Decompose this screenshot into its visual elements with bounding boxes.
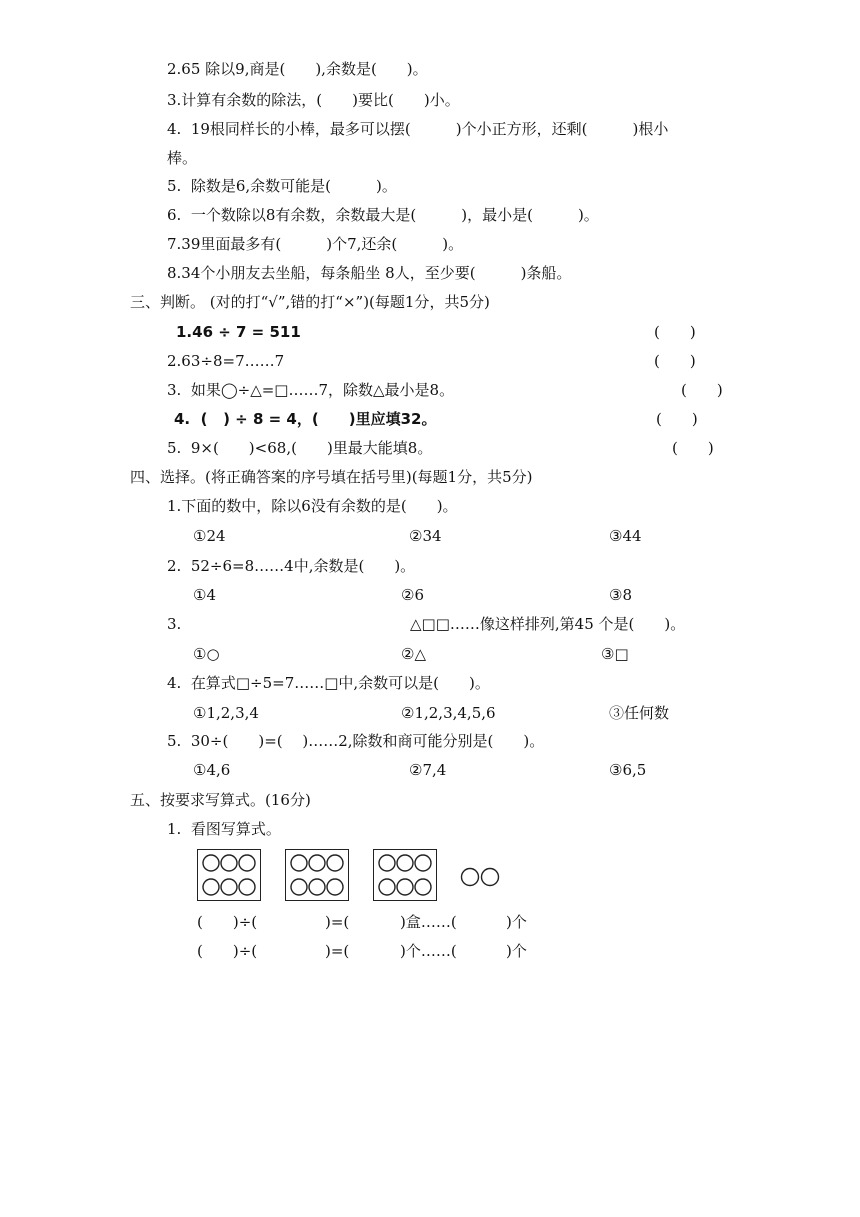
choice-q3-option-2[interactable]: ②△ [401,645,426,663]
choice-q2-option-2[interactable]: ②6 [401,586,424,604]
choice-q1-option-1[interactable]: ①24 [193,527,226,545]
choice-q5-option-1[interactable]: ①4,6 [193,761,231,779]
box-of-six-circles [373,849,437,901]
choice-heading: 四、选择。(将正确答案的序号填在括号里)(每题1分，共5分) [130,468,533,486]
choice-q1: 1.下面的数中，除以6没有余数的是( )。 [167,497,458,515]
choice-q1-option-3[interactable]: ③44 [609,527,642,545]
formula-row-2-part-1: ( )÷( [197,942,258,960]
judge-paren-5[interactable]: ( ) [672,439,714,457]
judge-paren-2[interactable]: ( ) [654,352,696,370]
fill-q8: 8.34个小朋友去坐船，每条船坐 8人，至少要( )条船。 [167,264,572,282]
judge-item-4: 4. ( ) ÷ 8 = 4，( )里应填32。 [174,410,437,428]
choice-q4: 4. 在算式□÷5=7……□中,余数可以是( )。 [167,674,490,692]
fill-q2: 2.65 除以9,商是( ),余数是( )。 [167,60,428,78]
loose-circles [459,866,503,888]
formula-row-2-part-2: )=( [325,942,350,960]
choice-q4-option-3[interactable]: ③任何数 [609,704,670,722]
judge-item-2: 2.63÷8=7……7 [167,352,285,370]
fill-q4-line1: 4. 19根同样长的小棒，最多可以摆( )个小正方形，还剩( )根小 [167,120,669,138]
choice-q4-option-2[interactable]: ②1,2,3,4,5,6 [401,704,496,722]
fill-q6: 6. 一个数除以8有余数，余数最大是( )，最小是( )。 [167,206,599,224]
formula-row-2-part-3: )个……( [400,942,457,960]
choice-q3-option-3[interactable]: ③□ [601,645,629,663]
formula-row-1-part-4: )个 [506,913,527,931]
fill-q3: 3.计算有余数的除法，( )要比( )小。 [167,91,460,109]
choice-q5: 5. 30÷( )=( )……2,除数和商可能分别是( )。 [167,732,545,750]
choice-q2-option-3[interactable]: ③8 [609,586,632,604]
formula-row-1-part-2: )=( [325,913,350,931]
judge-paren-3[interactable]: ( ) [681,381,723,399]
choice-q5-option-2[interactable]: ②7,4 [409,761,447,779]
judge-paren-1[interactable]: ( ) [654,323,696,341]
choice-q1-option-2[interactable]: ②34 [409,527,442,545]
write-q1: 1. 看图写算式。 [167,820,281,838]
write-heading: 五、按要求写算式。(16分) [130,791,311,809]
judge-item-1: 1.46 ÷ 7 = 511 [176,323,301,341]
fill-q4-line2: 棒。 [167,149,198,167]
fill-q5: 5. 除数是6,余数可能是( )。 [167,177,397,195]
formula-row-2-part-4: )个 [506,942,527,960]
formula-row-1-part-3: )盒……( [400,913,457,931]
choice-q3: △□□……像这样排列,第45 个是( )。 [410,615,686,633]
choice-q3-number: 3. [167,615,182,633]
choice-q2: 2. 52÷6=8……4中,余数是( )。 [167,557,416,575]
choice-q2-option-1[interactable]: ①4 [193,586,216,604]
formula-row-1-part-1: ( )÷( [197,913,258,931]
judge-item-3: 3. 如果◯÷△=□……7，除数△最小是8。 [167,381,455,399]
judge-item-5: 5. 9×( )<68,( )里最大能填8。 [167,439,433,457]
box-of-six-circles [285,849,349,901]
box-of-six-circles [197,849,261,901]
choice-q4-option-1[interactable]: ①1,2,3,4 [193,704,259,722]
choice-q3-option-1[interactable]: ①○ [193,645,220,663]
judge-heading: 三、判断。 (对的打“√”,错的打“×”)(每题1分，共5分) [130,293,490,311]
choice-q5-option-3[interactable]: ③6,5 [609,761,647,779]
judge-paren-4[interactable]: ( ) [656,410,698,428]
fill-q7: 7.39里面最多有( )个7,还余( )。 [167,235,464,253]
